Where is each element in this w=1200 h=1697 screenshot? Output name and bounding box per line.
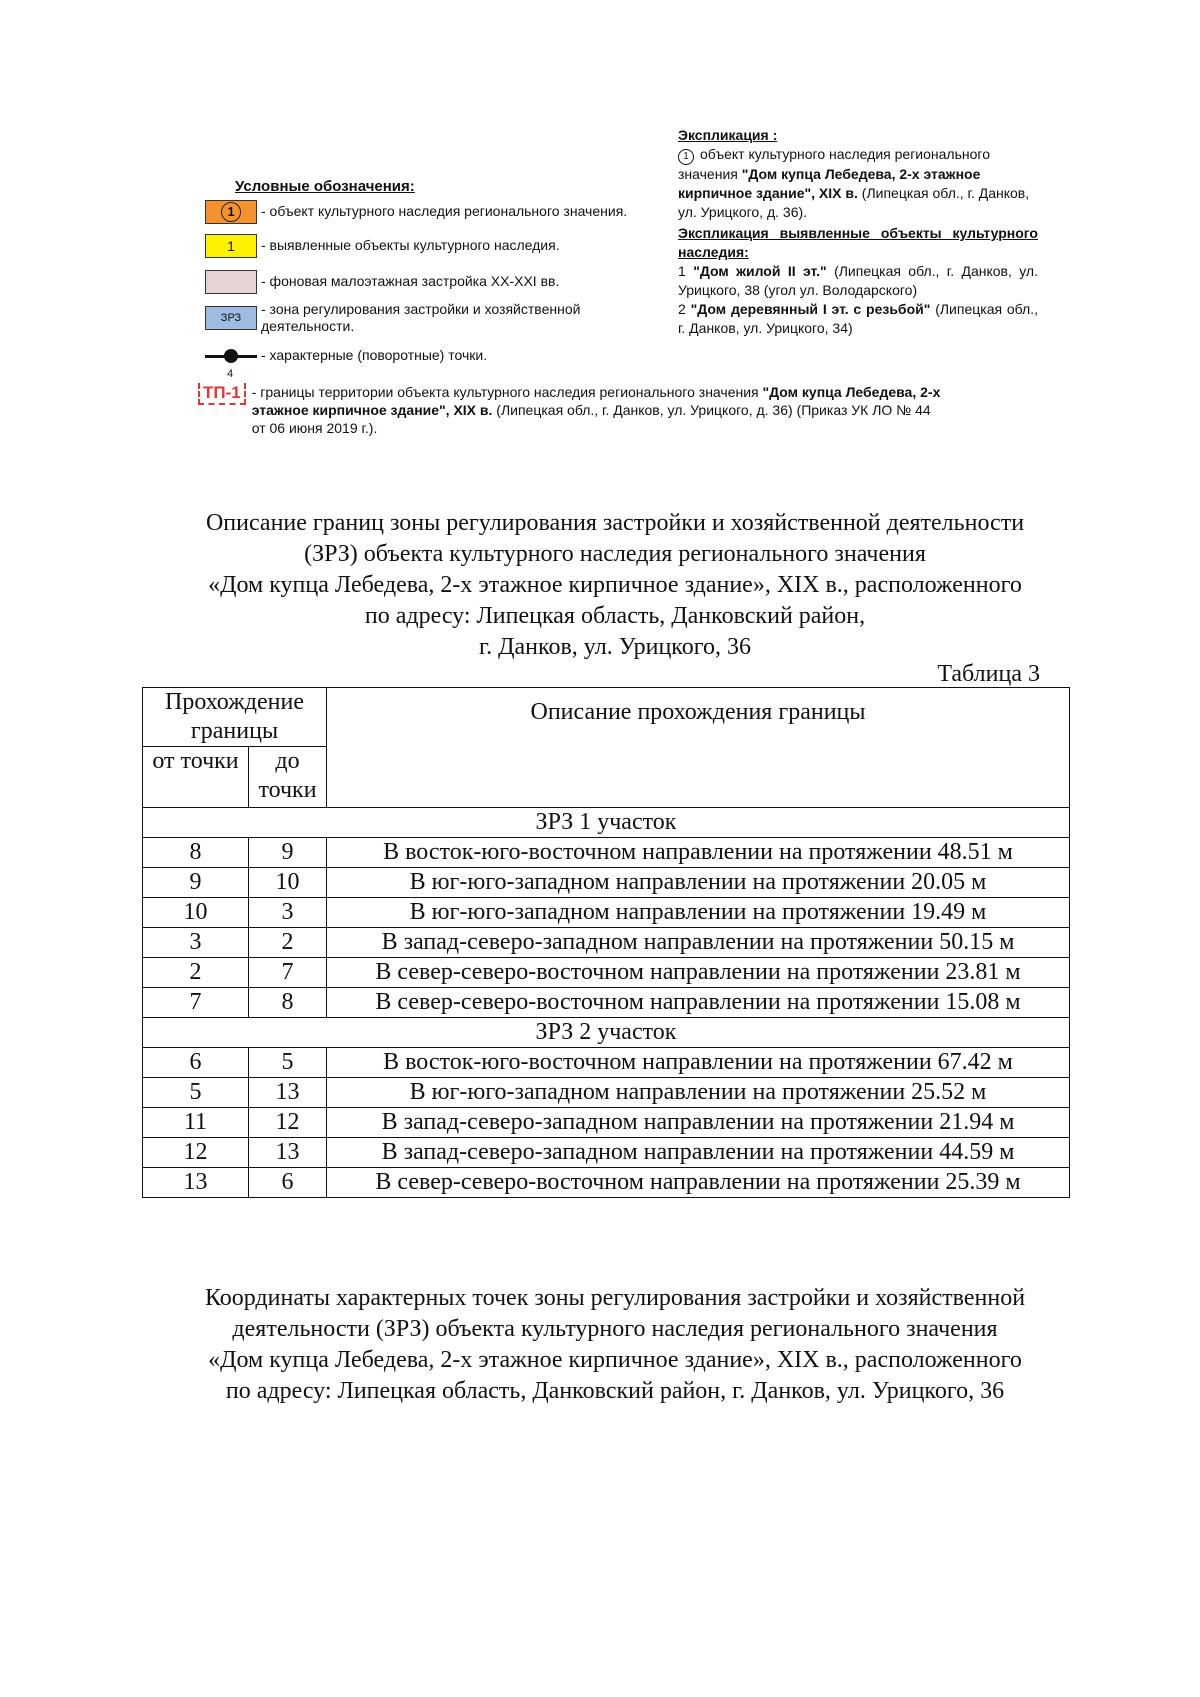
table-row [143, 1108, 1070, 1138]
cell-from: 10 [143, 898, 249, 928]
cell-to: 3 [249, 898, 327, 928]
tp-text-prefix: - границы территории объекта культурного наследия регионального значения [251, 384, 763, 400]
cell-from: 3 [143, 928, 249, 958]
table-row [143, 1078, 1070, 1108]
heading-line: по адресу: Липецкая область, Данковский район, [364, 603, 866, 629]
legend-item-tp-boundary [198, 383, 943, 437]
regional-object-swatch [205, 200, 257, 224]
cell-from: 9 [143, 868, 249, 898]
table-row [143, 898, 1070, 928]
cell-to: 7 [249, 958, 327, 988]
legend-text [261, 298, 580, 335]
explication-entry [678, 262, 1038, 300]
header-description: Описание прохождения границы [327, 688, 1070, 808]
boundary-table [142, 687, 1070, 1198]
legend-item-identified-objects [205, 234, 560, 258]
legend-text: - выявленные объекты культурного наследия. [261, 237, 560, 253]
heading-line: «Дом купца Лебедева, 2-х этажное кирпичное здание», XIX в., расположенного [208, 572, 1022, 598]
regional-object-symbol: 1 [221, 202, 241, 222]
cell-desc: В восток-юго-восточном направлении на протяжении 48.51 м [327, 838, 1070, 868]
heading-line: г. Данков, ул. Урицкого, 36 [479, 634, 751, 660]
cell-to: 2 [249, 928, 327, 958]
explication-item [678, 145, 1038, 222]
cell-desc: В восток-юго-восточном направлении на протяжении 67.42 м [327, 1048, 1070, 1078]
explication-title-identified: Экспликация выявленные объекты культурного наследия: [678, 225, 1038, 260]
legend-text-line: - зона регулирования застройки и хозяйственной [261, 301, 581, 317]
table-row [143, 958, 1070, 988]
cell-to: 9 [249, 838, 327, 868]
legend-text: - объект культурного наследия регионального значения. [261, 203, 628, 219]
heading-line: (ЗРЗ) объекта культурного наследия регионального значения [304, 541, 926, 567]
cell-desc: В юг-юго-западном направлении на протяжении 19.49 м [327, 898, 1070, 928]
cell-desc: В север-северо-восточном направлении на протяжении 25.39 м [327, 1168, 1070, 1198]
entry-number: 1 [678, 263, 686, 279]
zone2-label: ЗРЗ 2 участок [143, 1018, 1070, 1048]
tp-boundary-symbol: ТП-1 [198, 383, 246, 405]
cell-to: 13 [249, 1078, 327, 1108]
section2-heading [140, 1283, 1090, 1407]
point-marker-icon [205, 344, 257, 380]
legend-title: Условные обозначения: [235, 178, 415, 195]
explication-entry [678, 300, 1038, 338]
zone-row [143, 1018, 1070, 1048]
legend-text: - фоновая малоэтажная застройка XX-XXI вв. [261, 273, 560, 289]
identified-object-swatch: 1 [205, 234, 257, 258]
cell-from: 5 [143, 1078, 249, 1108]
explication-item-prefix: объект культурного наследия регионального значения [678, 146, 990, 182]
entry-rest: (Липецкая обл., г. Данков, ул. Урицкого, 38 (угол ул. Володарского) [678, 263, 1038, 298]
table-header-row [143, 688, 1070, 747]
explication [678, 126, 1038, 338]
cell-desc: В север-северо-восточном направлении на протяжении 15.08 м [327, 988, 1070, 1018]
legend-item-background-buildings [205, 270, 559, 294]
explication-item-suffix: (Липецкая обл., г. Данков, ул. Урицкого, д. 36). [678, 185, 1030, 220]
cell-from: 11 [143, 1108, 249, 1138]
cell-from: 6 [143, 1048, 249, 1078]
cell-to: 8 [249, 988, 327, 1018]
legend-text: - характерные (поворотные) точки. [261, 347, 488, 363]
table-row [143, 1138, 1070, 1168]
zone1-label: ЗРЗ 1 участок [143, 808, 1070, 838]
background-buildings-swatch [205, 270, 257, 294]
cell-to: 10 [249, 868, 327, 898]
cell-desc: В юг-юго-западном направлении на протяжении 20.05 м [327, 868, 1070, 898]
table-label: Таблица 3 [937, 661, 1040, 687]
tp-text-suffix: (Липецкая обл., г. Данков, ул. Урицкого, д. 36) (Приказ УК ЛО № 44 от 06 июня 2019 г.). [251, 402, 931, 436]
cell-desc: В юг-юго-западном направлении на протяжении 25.52 м [327, 1078, 1070, 1108]
legend-item-zrz-zone [205, 298, 580, 335]
cell-from: 8 [143, 838, 249, 868]
entry-number: 2 [678, 301, 686, 317]
header-to: до точки [249, 747, 327, 808]
explication-title: Экспликация : [678, 127, 778, 143]
cell-from: 12 [143, 1138, 249, 1168]
table-row [143, 868, 1070, 898]
cell-desc: В запад-северо-западном направлении на протяжении 44.59 м [327, 1138, 1070, 1168]
table-row [143, 928, 1070, 958]
cell-from: 2 [143, 958, 249, 988]
point-number: 4 [227, 368, 234, 380]
table-row [143, 1048, 1070, 1078]
table-row [143, 838, 1070, 868]
tp-text-bold: "Дом купца Лебедева, 2-х этажное кирпичное здание", XIX в. [251, 384, 941, 418]
cell-to: 13 [249, 1138, 327, 1168]
entry-bold: "Дом жилой II эт." [693, 263, 827, 279]
cell-from: 7 [143, 988, 249, 1018]
heading-line: Координаты характерных точек зоны регулирования застройки и хозяйственной [204, 1285, 1026, 1311]
heading-line: «Дом купца Лебедева, 2-х этажное кирпичное здание», XIX в., расположенного [208, 1347, 1022, 1373]
explication-item-bold: "Дом купца Лебедева, 2-х этажное кирпичное здание", XIX в. [678, 166, 981, 201]
table-row [143, 1168, 1070, 1198]
legend-text-line: деятельности. [261, 318, 355, 334]
cell-to: 5 [249, 1048, 327, 1078]
heading-line: Описание границ зоны регулирования застройки и хозяйственной деятельности [205, 510, 1025, 536]
cell-from: 13 [143, 1168, 249, 1198]
legend-item-regional-object [205, 200, 627, 224]
entry-rest: (Липецкая обл., г. Данков, ул. Урицкого, 34) [678, 301, 1039, 336]
zrz-swatch: ЗРЗ [205, 306, 257, 330]
cell-desc: В запад-северо-западном направлении на протяжении 50.15 м [327, 928, 1070, 958]
cell-to: 12 [249, 1108, 327, 1138]
heading-line: деятельности (ЗРЗ) объекта культурного наследия регионального значения [232, 1316, 998, 1342]
legend-item-points [205, 344, 488, 380]
cell-to: 6 [249, 1168, 327, 1198]
explication-item-number: 1 [678, 149, 694, 165]
zone-row [143, 808, 1070, 838]
legend-text [252, 383, 943, 437]
cell-desc: В запад-северо-западном направлении на протяжении 21.94 м [327, 1108, 1070, 1138]
entry-bold: "Дом деревянный I эт. с резьбой" [690, 301, 931, 317]
header-passage: Прохождение границы [143, 688, 327, 747]
cell-desc: В север-северо-восточном направлении на протяжении 23.81 м [327, 958, 1070, 988]
heading-line: по адресу: Липецкая область, Данковский район, г. Данков, ул. Урицкого, 36 [225, 1378, 1005, 1404]
header-from: от точки [143, 747, 249, 808]
table-row [143, 988, 1070, 1018]
section1-heading [150, 508, 1080, 663]
